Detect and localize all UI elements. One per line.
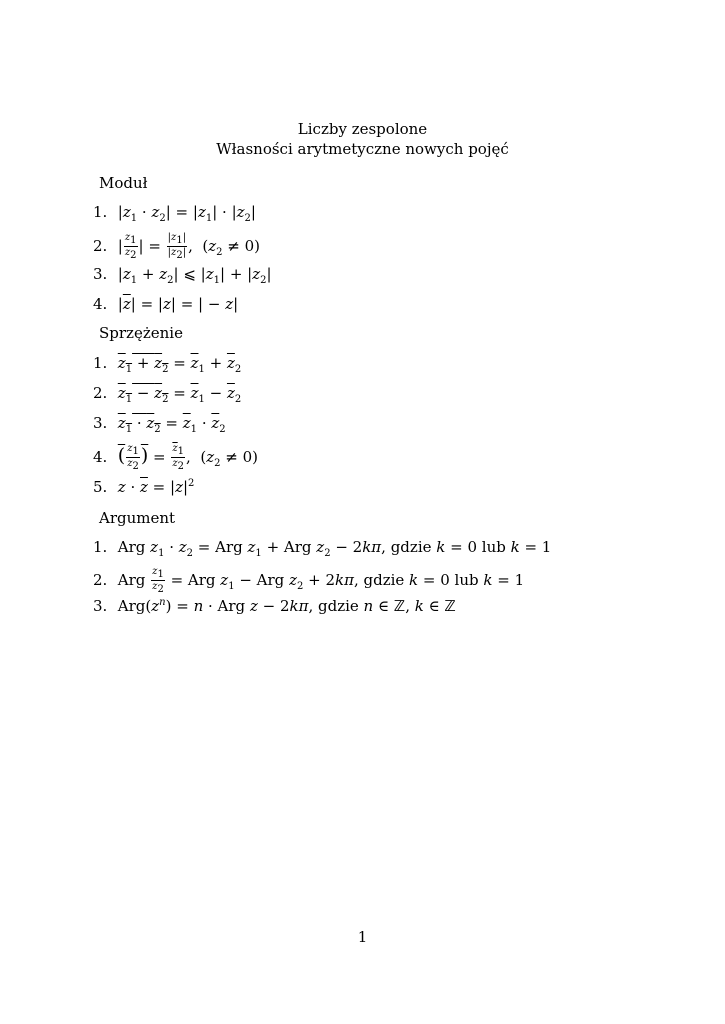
item-number: 2. [93, 570, 108, 589]
modul-item-3 [93, 265, 272, 286]
formula: $|z_1 + z_2|$ ⩽ $|z_1| + |z_2|$ [117, 265, 272, 286]
formula: ( $\frac{z_1}{z_2}$ ) = $\frac{\overline{z}_1}{\overline{z}_2}$ , $(z_2 \ne 0)$ [117, 443, 258, 472]
modul-item-1 [93, 203, 256, 224]
document-subtitle: Własności arytmetyczne nowych pojęć [216, 140, 509, 158]
sprzezenie-item-5 [93, 478, 194, 496]
sprzezenie-item-1 [93, 354, 241, 375]
formula: $Arg(z^n) = n$ · Arg z − 2kπ, gdzie n ∈ ℤ, k ∈ ℤ [117, 597, 456, 615]
item-number: 3. [93, 414, 108, 432]
formula: $z_1 - z_2 = \overline{z}_1 - \overline{z}_2$ [117, 384, 242, 405]
sprzezenie-item-2 [93, 384, 241, 405]
page-number: 1 [357, 928, 368, 946]
item-number: 1. [93, 203, 108, 221]
item-number: 1. [93, 354, 108, 372]
argument-item-2 [93, 566, 524, 595]
argument-item-1 [93, 538, 551, 559]
section-heading-argument: Argument [99, 509, 176, 527]
formula: Arg $\frac{z_1}{z_2}$ = Arg $z_1$ − Arg $z_2 + 2k\pi$, gdzie k = 0 lub k = 1 [117, 566, 525, 595]
item-number: 2. [93, 236, 108, 255]
formula: $z_1 + z_2 = \overline{z}_1 + \overline{z}_2$ [117, 354, 242, 375]
item-number: 3. [93, 265, 108, 283]
section-heading-modul: Moduł [99, 174, 148, 192]
formula: $z_1 \cdot z_2 = \overline{z}_1 \cdot \overline{z}_2$ [117, 414, 226, 435]
item-number: 4. [93, 447, 108, 466]
section-heading-sprzezenie: Sprzężenie [99, 324, 183, 342]
formula: $|\overline{z}| = |z|$ = | − z| [117, 295, 239, 313]
formula: Arg $z_1 \cdot z_2$ = Arg $z_1$ + Arg $z_2 - 2k\pi$, gdzie k = 0 lub k = 1 [117, 538, 552, 559]
formula: $|z_1 \cdot z_2| = |z_1| \cdot |z_2|$ [117, 203, 256, 224]
sprzezenie-item-3 [93, 414, 226, 435]
item-number: 2. [93, 384, 108, 402]
item-number: 1. [93, 538, 108, 556]
formula: $z \cdot \overline{z} = |z|^2$ [117, 478, 195, 496]
item-number: 4. [93, 295, 108, 313]
item-number: 3. [93, 597, 108, 615]
modul-item-4 [93, 295, 238, 313]
formula: | $\frac{z_1}{z_2}$ | = $\frac{|z_1|}{|z_2|}$ , $(z_2 \ne 0)$ [117, 232, 261, 261]
argument-item-3 [93, 597, 456, 615]
modul-item-2 [93, 232, 260, 261]
document-title: Liczby zespolone [297, 120, 428, 138]
sprzezenie-item-4 [93, 443, 258, 472]
item-number: 5. [93, 478, 108, 496]
